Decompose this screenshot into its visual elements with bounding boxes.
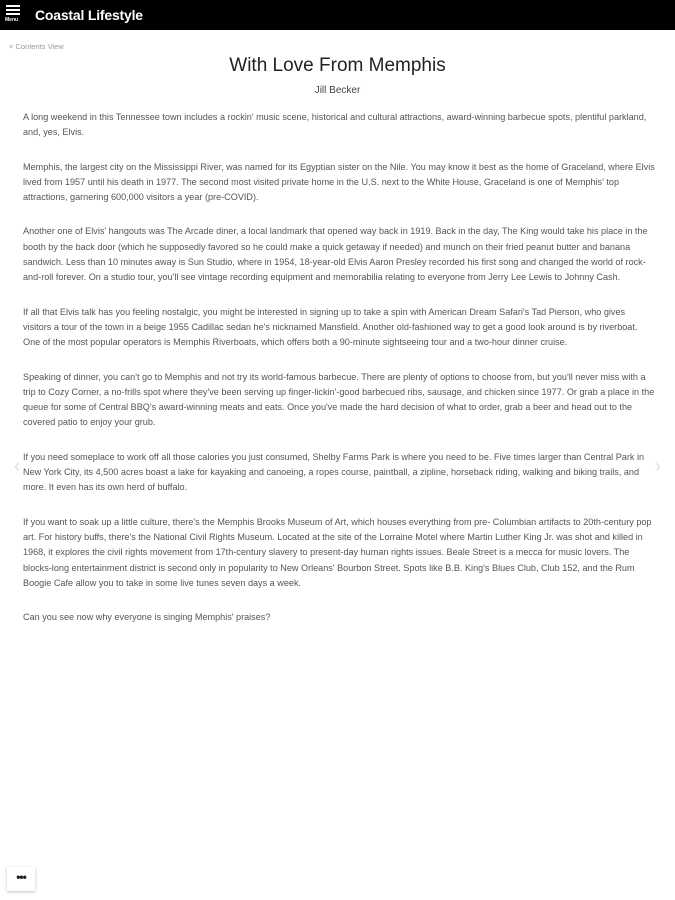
paragraph: Can you see now why everyone is singing Memphis' praises? [23,612,271,623]
chevron-right-icon[interactable]: › [655,456,661,476]
paragraph: Another one of Elvis' hangouts was The Arcade diner, a local landmark that opened way back in 1919. Back in the day, The King would take his place in the booth by the back door (which he supposedly favored so he could make a quick getaway if needed) and munch on their fried peanut butter and banana sandwich. Less than 10 minutes away is Sun Studio, where in 1954, 18-year-old Elvis Aaron Presley recorded his first song and changed the world of rock-and-roll forever. On a studio tour, you'll see vintage recording equipment and memorabilia relating to everyone from Jerry Lee Lewis to Johnny Cash. [23,226,648,283]
paragraph: Speaking of dinner, you can't go to Memphis and not try its world-famous barbecue. There are plenty of options to choose from, but you'll never miss with a trip to Cozy Corner, a no-frills spot where they've been serving up finger-lickin'-good barbecued ribs, sausage, and chicken since 1977. Or grab a place in the queue for some of Central BBQ's award-winning meats and eats. Once you've made the hard decision of what to order, grab a beer and head out to the covered patio to enjoy your grub. [23,371,655,428]
article-author: Jill Becker [314,85,361,96]
more-dots-icon: ••• [16,870,26,884]
menu-button[interactable] [5,3,25,29]
paragraph: Memphis, the largest city on the Mississippi River, was named for its Egyptian sister on the Nile. You may know it best as the home of Graceland, where Elvis lived from 1957 until his death in 1977. The second most visited private home in the U.S. next to the White House, Graceland is one of Memphis' top attractions, garnering 600,000 visitors a year (pre-COVID). [23,161,655,203]
app-title: Coastal Lifestyle [35,7,143,23]
paragraph: If you need someplace to work off all those calories you just consumed, Shelby Farms Park is where you need to be. Five times larger than Central Park in New York City, its 4,500 acres boast a lake for kayaking and canoeing, a ropes course, paintball, a zipline, horseback riding, walking and biking trails, and more. It even has its own herd of buffalo. [23,451,645,493]
article-title: With Love From Memphis [229,55,446,76]
article-body [23,110,655,644]
contents-view-link[interactable]: < Contents View [9,42,64,51]
paragraph: If you want to soak up a little culture, there's the Memphis Brooks Museum of Art, which houses everything from pre- Columbian artifacts to 20th-century pop art. For history buffs, there's the National Civil Rights Museum. Located at the site of the Lorraine Motel where Martin Luther King Jr. was shot and killed in 1968, it explores the civil rights movement from 17th-century slavery to present-day human rights issues. Beale Street is a mecca for music lovers. The blocks-long entertainment district is second only in popularity to New Orleans' Bourbon Street. Spots like B.B. King's Blues Club, Club 152, and the Rum Boogie Cafe allow you to take in some live tunes seven days a week. [23,516,652,588]
paragraph: If all that Elvis talk has you feeling nostalgic, you might be interested in signing up to take a spin with American Dream Safari's Tad Pierson, who gives visitors a tour of the town in a beige 1955 Cadillac sedan he's nicknamed Mansfield. Another old-fashioned way to get a good look around is by riverboat. One of the most popular operators is Memphis Riverboats, which offers both a 90-minute sightseeing tour and a two-hour dinner cruise. [23,306,638,348]
menu-label: Menu [5,17,19,23]
chevron-left-icon[interactable]: ‹ [14,456,20,476]
paragraph: A long weekend in this Tennessee town includes a rockin' music scene, historical and cultural attractions, award-winning barbecue spots, plentiful parkland, and, yes, Elvis. [23,112,647,138]
more-options-button[interactable] [7,867,35,891]
top-bar [0,0,675,30]
hamburger-icon [5,5,25,15]
